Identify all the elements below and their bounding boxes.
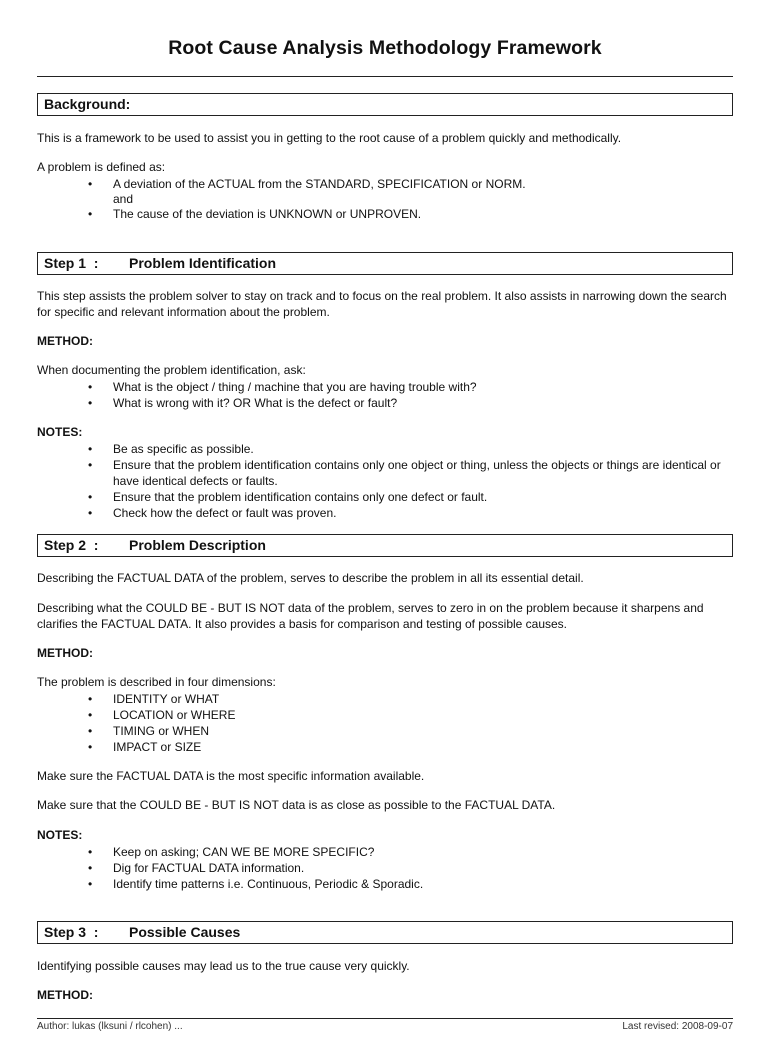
step2-title: Problem Description [129,537,266,553]
list-item: • The cause of the deviation is UNKNOWN or UNPROVEN. [88,207,422,221]
background-paragraph-2: A problem is defined as: [37,160,166,174]
step3-paragraph-1: Identifying possible causes may lead us to the true cause very quickly. [37,959,410,973]
step3-title: Possible Causes [129,924,241,940]
background-heading-box [37,93,733,116]
step3-method-label: METHOD: [37,988,93,1002]
footer-right-text: Last revised: 2008-09-07 [622,1021,733,1032]
step1-title: Problem Identification [129,255,277,271]
list-item: • Check how the defect or fault was proven. [88,506,337,520]
step2-paragraph-3: Make sure the FACTUAL DATA is the most specific information available. [37,769,425,783]
step3-number: Step 3 : [44,924,99,940]
step2-paragraph-4: Make sure that the COULD BE - BUT IS NOT data is as close as possible to the FACTUAL DATA. [37,798,556,812]
step2-method-label: METHOD: [37,646,93,660]
list-item: • TIMING or WHEN [88,724,209,738]
step1-notes-list [37,441,733,521]
list-item: • IDENTITY or WHAT [88,692,220,706]
step1-method-text: When documenting the problem identification, ask: [37,363,306,377]
list-item: • LOCATION or WHERE [88,708,236,722]
step3-heading-box [37,921,733,944]
background-bullet-list [37,176,733,222]
step1-method-label: METHOD: [37,334,93,348]
step1-number: Step 1 : [44,255,99,271]
list-item: • Be as specific as possible. [88,442,254,456]
list-item: • A deviation of the ACTUAL from the STANDARD, SPECIFICATION or NORM. [88,177,526,191]
list-item: • IMPACT or SIZE [88,740,202,754]
list-item: • Identify time patterns i.e. Continuous, Periodic & Sporadic. [88,877,424,891]
step2-heading-box [37,534,733,557]
list-item: • Ensure that the problem identification contains only one object or thing, unless the objects or things are identical or have identical defects or faults. [88,458,721,488]
list-item: • What is the object / thing / machine that you are having trouble with? [88,380,477,394]
document-title: Root Cause Analysis Methodology Framework [168,37,602,59]
step2-method-list [37,691,733,755]
step2-method-text: The problem is described in four dimensions: [37,675,276,689]
step2-number: Step 2 : [44,537,99,553]
step1-intro: This step assists the problem solver to stay on track and to focus on the real problem. It also assists in narrowing down the search for specific and relevant information about the problem. [37,289,727,319]
title-rule [37,76,733,77]
list-item-continuation: and [113,192,134,206]
footer-left-text: Author: lukas (lksuni / rlcohen) ... [37,1021,183,1032]
step2-notes-list [37,844,733,892]
step1-method-list [37,379,733,411]
list-item: • Dig for FACTUAL DATA information. [88,861,305,875]
step1-heading-box [37,252,733,275]
step2-notes-label: NOTES: [37,828,83,842]
list-item: • Keep on asking; CAN WE BE MORE SPECIFIC? [88,845,375,859]
page-footer [37,1018,733,1041]
step1-notes-label: NOTES: [37,425,83,439]
step2-paragraph-2: Describing what the COULD BE - BUT IS NOT data of the problem, serves to zero in on the problem because it sharpens and clarifies the FACTUAL DATA. It also provides a basis for comparison and testing of possible causes. [37,601,704,631]
step2-paragraph-1: Describing the FACTUAL DATA of the problem, serves to describe the problem in all its essential detail. [37,571,584,585]
background-paragraph-1: This is a framework to be used to assist you in getting to the root cause of a problem quickly and methodically. [37,131,622,145]
list-item: • Ensure that the problem identification contains only one defect or fault. [88,490,488,504]
list-item: • What is wrong with it? OR What is the defect or fault? [88,396,398,410]
background-heading: Background: [44,96,131,112]
